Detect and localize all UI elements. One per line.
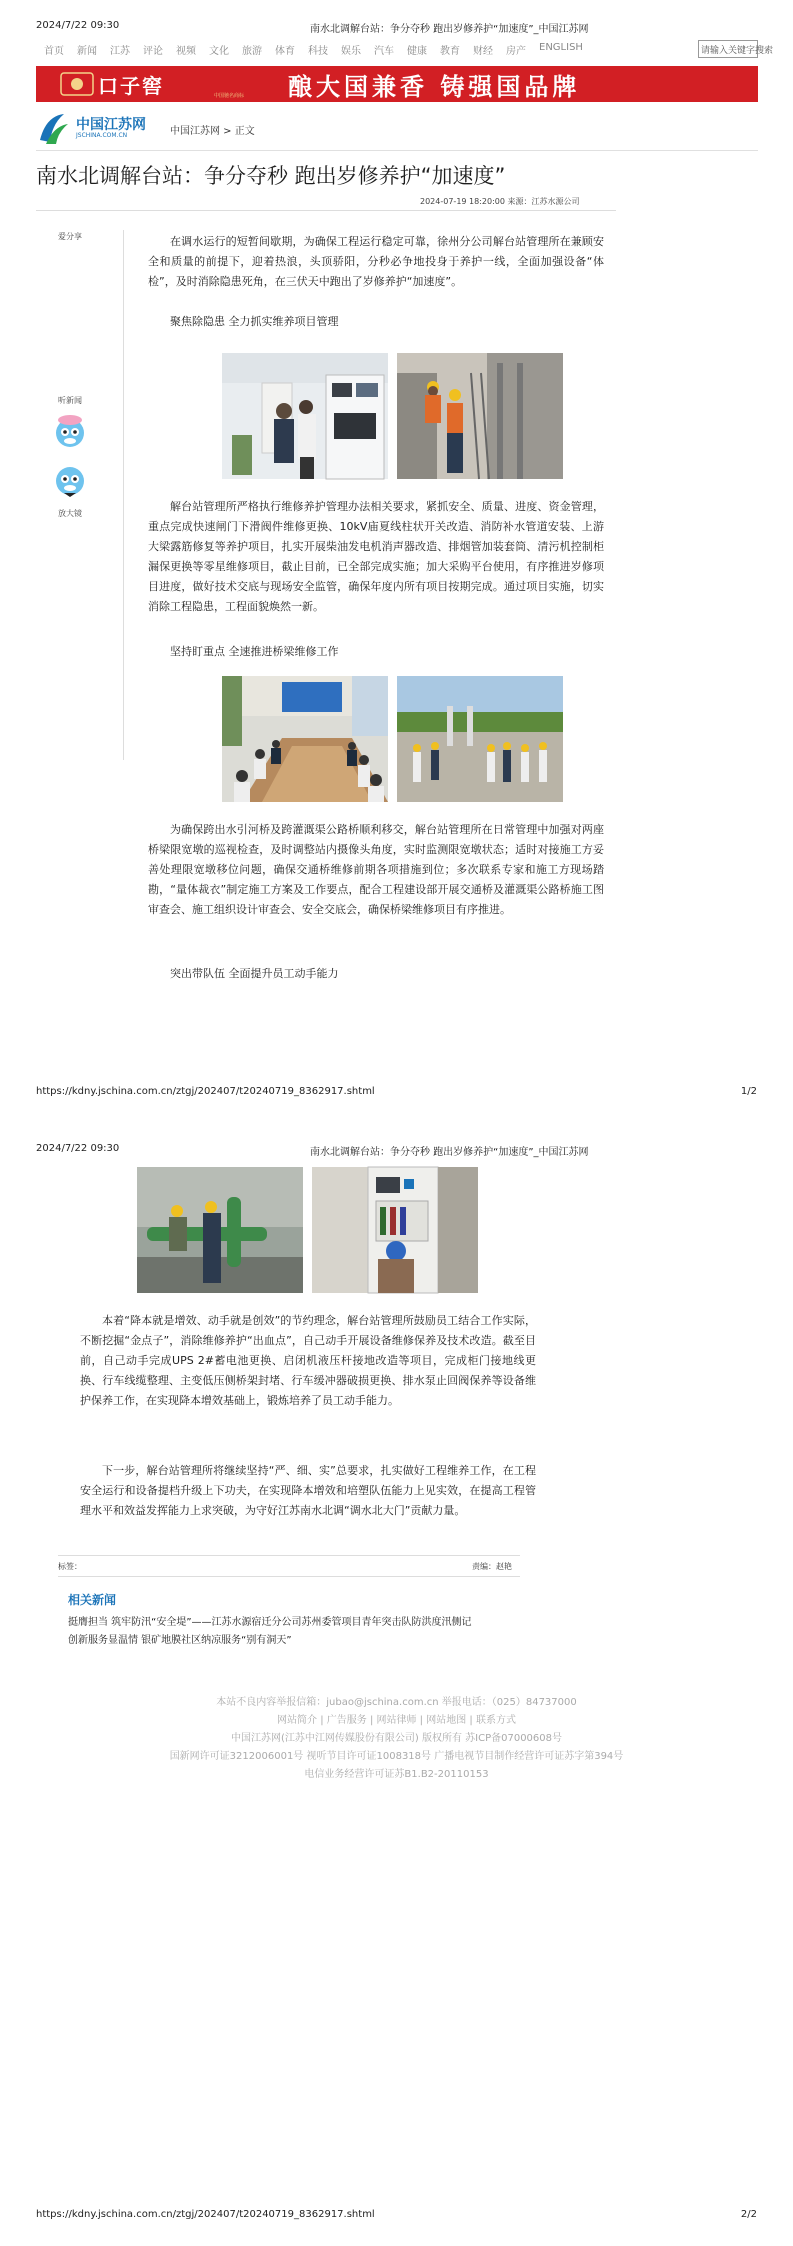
tags-label: 标签： xyxy=(58,1562,82,1571)
nav-item-sports[interactable]: 体育 xyxy=(275,46,295,57)
related-news-title: 相关新闻 xyxy=(68,1593,117,1607)
ad-brand-sub: 中国驰名商标 xyxy=(214,93,245,99)
breadcrumb-home[interactable]: 中国江苏网 xyxy=(170,126,220,137)
divider xyxy=(36,210,616,211)
photo-pipe-maintenance xyxy=(137,1167,303,1293)
magnifier-mascot-icon[interactable] xyxy=(50,460,90,500)
divider xyxy=(58,1576,520,1577)
breadcrumb xyxy=(170,122,255,137)
nav-item-health[interactable]: 健康 xyxy=(407,46,427,57)
paragraph-4: 本着“降本就是增效、动手就是创效”的节约理念，解台站管理所鼓励员工结合工作实际，不断挖掘“金点子”，消除维修养护“出血点”，自己动手开展设备维修保养及技术改造。截至目前，自己动手完成UPS 2#蓄电池更换、启闭机液压杆接地改造等项目，完成柜门接地线更换、行车线缆整理、主变低压侧桥架封堵、行车缓冲器破损更换、排水泵止回阀保养等设备维护保养工作，在实现降本增效基础上，锻炼培养了员工动手能力。 xyxy=(80,1314,536,1407)
nav-item-auto[interactable]: 汽车 xyxy=(374,46,394,57)
nav-item-news[interactable]: 新闻 xyxy=(77,46,97,57)
logo-text: 中国江苏网 xyxy=(76,117,146,133)
nav-item-jiangsu[interactable]: 江苏 xyxy=(110,46,130,57)
print-page-2 xyxy=(0,1123,793,2246)
ad-banner[interactable] xyxy=(36,66,758,102)
photo-control-cabinet-inspection xyxy=(222,353,388,479)
footer-telecom-license: 电信业务经营许可证苏B1.B2-20110153 xyxy=(304,1769,489,1780)
nav-item-finance[interactable]: 财经 xyxy=(473,46,493,57)
ad-slogan: 酿大国兼香 铸强国品牌 xyxy=(288,72,581,101)
publish-date: 2024-07-19 18:20:00 xyxy=(420,197,505,206)
source-name[interactable]: 江苏水源公司 xyxy=(531,197,580,206)
ad-brand: 口子窖 xyxy=(98,73,164,98)
nav-item-tech[interactable]: 科技 xyxy=(308,46,328,57)
photo-bridge-site-inspection xyxy=(397,676,563,802)
article-title: 南水北调解台站：争分夺秒 跑出岁修养护“加速度” xyxy=(36,164,506,188)
nav-item-video[interactable]: 视频 xyxy=(176,46,196,57)
nav-item-realestate[interactable]: 房产 xyxy=(506,46,526,57)
breadcrumb-separator: > xyxy=(220,126,235,137)
print-page-number: 2/2 xyxy=(740,2209,757,2220)
divider xyxy=(123,230,124,760)
brand-logo-icon xyxy=(60,72,94,96)
print-date: 2024/7/22 09:30 xyxy=(36,1143,120,1154)
nav-item-entertainment[interactable]: 娱乐 xyxy=(341,46,361,57)
nav-item-travel[interactable]: 旅游 xyxy=(242,46,262,57)
source-label: 来源： xyxy=(507,197,532,206)
nav-item-culture[interactable]: 文化 xyxy=(209,46,229,57)
nav-item-comment[interactable]: 评论 xyxy=(143,46,163,57)
article-meta xyxy=(420,196,580,207)
listen-news-mascot-icon[interactable] xyxy=(50,412,90,452)
nav-item-english[interactable]: ENGLISH xyxy=(539,42,583,53)
nav-item-education[interactable]: 教育 xyxy=(440,46,460,57)
divider xyxy=(36,150,758,151)
listen-label: 听新闻 xyxy=(58,396,82,405)
footer-licenses: 国新网许可证3212006001号 视听节目许可证1008318号 广播电视节目制作经营许可证苏字第394号 xyxy=(169,1751,624,1762)
top-nav xyxy=(44,42,596,57)
print-url: https://kdny.jschina.com.cn/ztgj/202407/t20240719_8362917.shtml xyxy=(36,1086,375,1097)
paragraph-3: 为确保跨出水引河桥及跨灌溉渠公路桥顺利移交，解台站管理所在日常管理中加强对两座桥梁限宽墩的巡视检查，及时调整站内摄像头角度，实时监测限宽墩状态；适时对接施工方妥善处理限宽墩移位问题，确保交通桥维修前期各项措施到位；多次联系专家和施工方现场踏勘，“量体裁衣”制定施工方案及工作要点，配合工程建设部开展交通桥及灌溉渠公路桥施工图审查会、施工组织设计审查会、安全交底会，确保桥梁维修项目有序推进。 xyxy=(148,823,604,916)
photo-control-panel-work xyxy=(312,1167,478,1293)
print-page-number: 1/2 xyxy=(740,1086,757,1097)
site-logo[interactable] xyxy=(36,110,152,146)
photo-meeting-room xyxy=(222,676,388,802)
subheading-1: 聚焦除隐患 全力抓实维养项目管理 xyxy=(170,315,339,328)
print-url: https://kdny.jschina.com.cn/ztgj/202407/t20240719_8362917.shtml xyxy=(36,2209,375,2220)
divider xyxy=(58,1555,520,1556)
paragraph-2: 解台站管理所严格执行维修养护管理办法相关要求，紧抓安全、质量、进度、资金管理，重点完成快速闸门下滑阀件维修更换、10kV庙夏线柱状开关改造、消防补水管道安装、上游大梁露筋修复等养护项目，扎实开展柴油发电机消声器改造、排烟管加装套筒、清污机控制柜漏保更换等零星维修项目，截止目前，已全部完成实施；加大采购平台使用，有序推进岁修项目进度，做好技术交底与现场安全监管，确保年度内所有项目按期完成。通过项目实施，切实消除工程隐患，工程面貌焕然一新。 xyxy=(148,500,604,613)
print-header-title: 南水北调解台站：争分夺秒 跑出岁修养护“加速度”_中国江苏网 xyxy=(310,1147,589,1158)
nav-item-home[interactable]: 首页 xyxy=(44,46,64,57)
paragraph-1: 在调水运行的短暂间歇期，为确保工程运行稳定可靠，徐州分公司解台站管理所在兼顾安全和质量的前提下，迎着热浪，头顶骄阳，分秒必争地投身于养护一线，全面加强设备“体检”，及时消除隐患死角，在三伏天中跑出了岁修养护“加速度”。 xyxy=(148,235,604,288)
related-news-item[interactable]: 创新服务显温情 银矿地膜社区纳凉服务“别有洞天” xyxy=(68,1635,292,1646)
related-news-item[interactable]: 挺膺担当 筑牢防汛“安全堤”——江苏水源宿迁分公司苏州委管项目青年突击队防洪度汛侧记 xyxy=(68,1617,472,1628)
subheading-2: 坚持盯重点 全速推进桥梁维修工作 xyxy=(170,645,339,658)
breadcrumb-current: 正文 xyxy=(234,126,255,137)
subheading-3: 突出带队伍 全面提升员工动手能力 xyxy=(170,967,339,980)
paragraph-5: 下一步，解台站管理所将继续坚持“严、细、实”总要求，扎实做好工程维养工作，在工程安全运行和设备提档升级上下功夫，在实现降本增效和培塑队伍能力上见实效，在提高工程管理水平和效益发挥能力上求突破，为守好江苏南水北调“调水北大门”贡献力量。 xyxy=(80,1464,536,1517)
editor-name: 赵艳 xyxy=(496,1562,512,1571)
print-header-title: 南水北调解台站：争分夺秒 跑出岁修养护“加速度”_中国江苏网 xyxy=(310,24,589,35)
enlarge-label: 放大镜 xyxy=(58,509,82,518)
footer-copyright: 中国江苏网(江苏中江网传媒股份有限公司) 版权所有 苏ICP备07000608号 xyxy=(230,1733,563,1744)
print-date: 2024/7/22 09:30 xyxy=(36,20,120,31)
editor-label: 责编： xyxy=(472,1562,496,1571)
editor-info xyxy=(472,1561,512,1572)
footer-links[interactable]: 网站简介 | 广告服务 | 网站律师 | 网站地图 | 联系方式 xyxy=(277,1715,516,1726)
jschina-logo-icon xyxy=(36,110,70,146)
footer-report-line: 本站不良内容举报信箱：jubao@jschina.com.cn 举报电话：（025）84737000 xyxy=(216,1697,577,1708)
search-input[interactable]: 请输入关键字搜索 xyxy=(698,40,758,58)
share-button[interactable]: 爱分享 xyxy=(58,232,82,241)
logo-subtext: JSCHINA.COM.CN xyxy=(76,132,128,139)
photo-worker-on-ladder xyxy=(397,353,563,479)
